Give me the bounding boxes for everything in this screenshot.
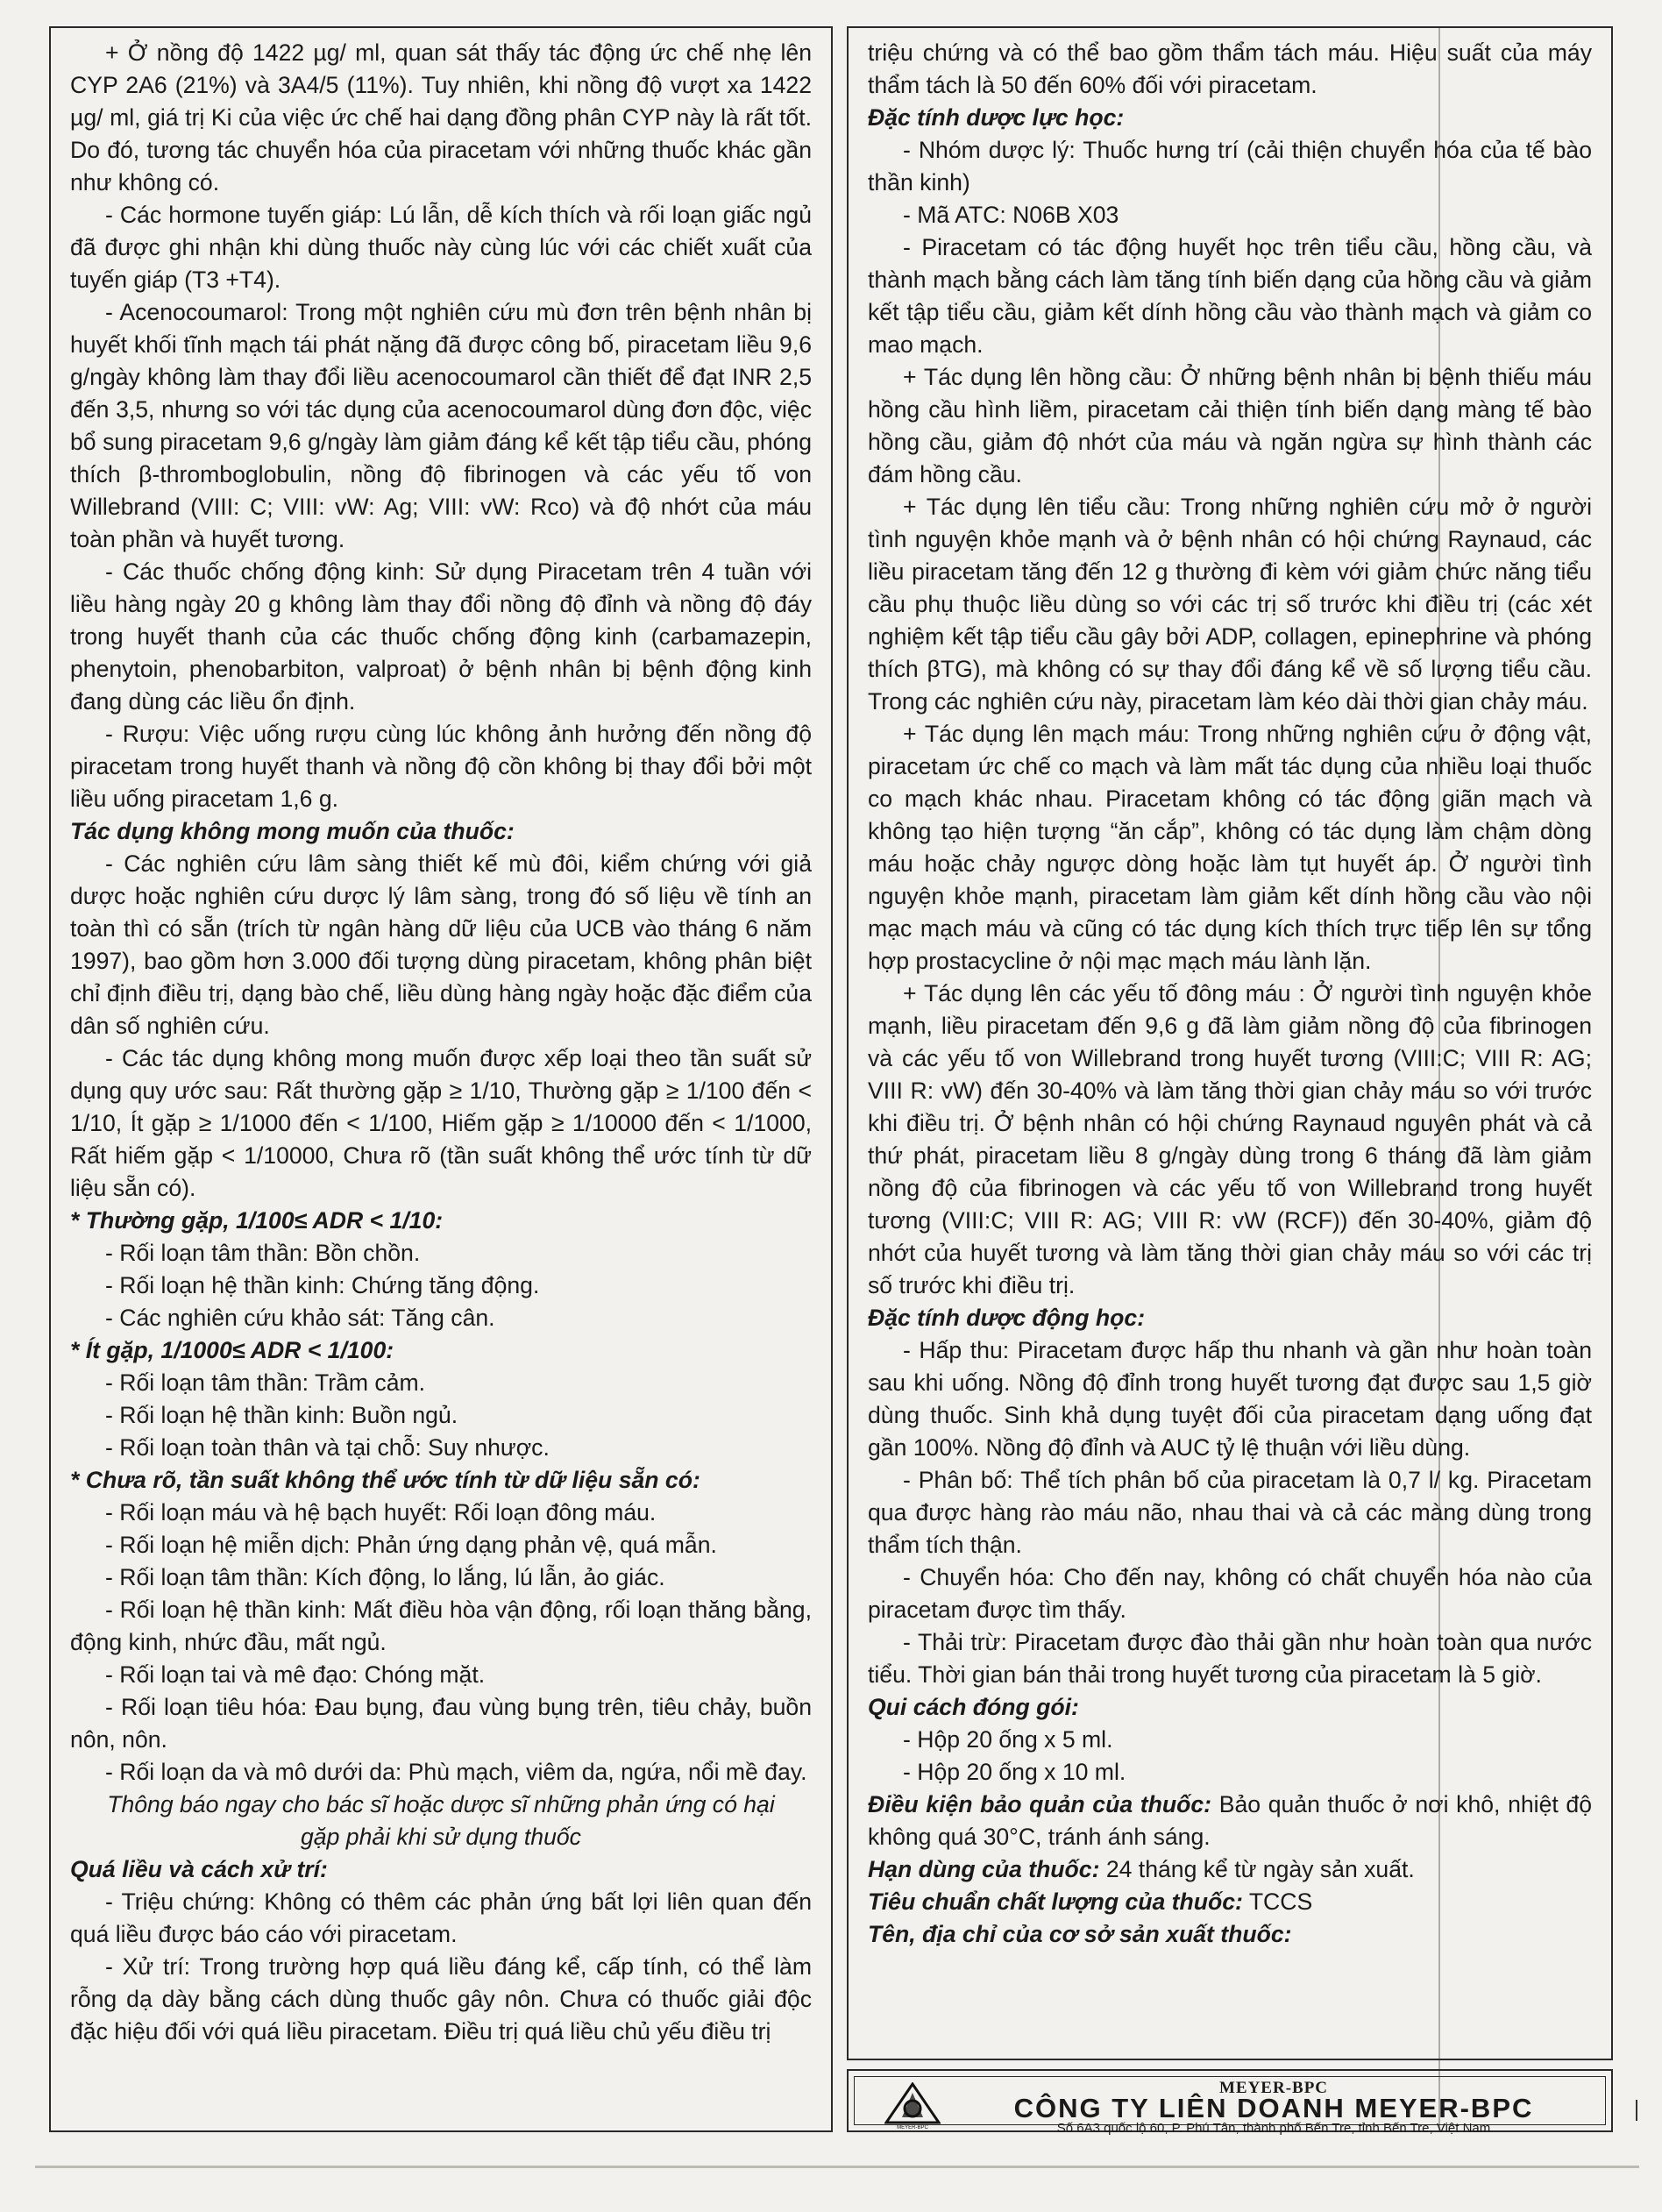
list-item: - Rối loạn da và mô dưới da: Phù mạch, viêm da, ngứa, nổi mề đay. [105, 1759, 807, 1785]
paragraph: + Tác dụng lên các yếu tố đông máu : Ở người tình nguyện khỏe mạnh, liều piracetam đến 9,6 g đã làm giảm nồng độ của fibrinogen và các yếu tố von Willebrand trong huyết tương (VIII:C; VIII R: AG; VIII R: vW) đến 30-40% và làm tăng thời gian chảy máu so với trước khi điều trị. Ở bệnh nhân có hội chứng Raynaud nguyên phát và cả thứ phát, piracetam liều 8 g/ngày dùng trong 6 tháng đã làm giảm nồng độ của fibrinogen và các yếu tố von Willebrand trong huyết tương (VIII:C; VIII R: AG; VIII R: vW (RCF)) đến 30-40%, giảm độ nhớt của huyết tương và làm tăng thời gian chảy máu so với các trị số trước khi điều trị. [868, 980, 1592, 1298]
logo-caption: MEYER-BPC [897, 2125, 928, 2130]
paragraph: - Chuyển hóa: Cho đến nay, không có chất chuyển hóa nào của piracetam được tìm thấy. [868, 1564, 1592, 1623]
page-bottom-edge [35, 2166, 1639, 2168]
expiry-line [868, 1853, 1592, 1886]
list-item: - Hộp 20 ống x 10 ml. [903, 1759, 1126, 1785]
expiry-text: 24 tháng kể từ ngày sản xuất. [1099, 1856, 1415, 1882]
subheading-uncommon: * Ít gặp, 1/1000≤ ADR < 1/100: [70, 1337, 394, 1363]
list-item: - Hộp 20 ống x 5 ml. [903, 1726, 1113, 1753]
list-item: - Rối loạn tai và mê đạo: Chóng mặt. [105, 1661, 486, 1688]
section-heading-pharmacodynamics: Đặc tính dược lực học: [868, 104, 1125, 131]
left-column [49, 26, 833, 2132]
notice-text: Thông báo ngay cho bác sĩ hoặc dược sĩ những phản ứng có hại gặp phải khi sử dụng thuốc [107, 1791, 775, 1850]
expiry-heading: Hạn dùng của thuốc: [868, 1856, 1100, 1882]
storage-text: Bảo quản thuốc ở nơi khô, nhiệt độ không quá 30°C, tránh ánh sáng. [868, 1791, 1593, 1850]
list-item: - Rối loạn máu và hệ bạch huyết: Rối loạn đông máu. [105, 1499, 657, 1526]
paragraph: - Piracetam có tác động huyết học trên tiểu cầu, hồng cầu, và thành mạch bằng cách làm tăng tính biến dạng của hồng cầu và giảm kết tập tiểu cầu, giảm kết dính hồng cầu vào thành mạch và giảm co mao mạch. [868, 234, 1592, 358]
paragraph: - Các nghiên cứu lâm sàng thiết kế mù đôi, kiểm chứng với giả dược hoặc nghiên cứu dược lý lâm sàng, trong đó số liệu về tính an toàn thì có sẵn (trích từ ngân hàng dữ liệu của UCB vào tháng 6 năm 1997), bao gồm hơn 3.000 đối tượng dùng piracetam, không phân biệt chỉ định điều trị, dạng bào chế, liều dùng hàng ngày hoặc đặc điểm của dân số nghiên cứu. [70, 850, 812, 1039]
standard-text: TCCS [1242, 1888, 1313, 1915]
manufacturer-box [847, 2069, 1613, 2136]
list-item: - Rối loạn tâm thần: Kích động, lo lắng, lú lẫn, ảo giác. [105, 1564, 665, 1590]
section-heading-pharmacokinetics: Đặc tính dược động học: [868, 1305, 1146, 1331]
paragraph: + Tác dụng lên tiểu cầu: Trong những nghiên cứu mở ở người tình nguyện khỏe mạnh và ở bệnh nhân có hội chứng Raynaud, các liều piracetam tăng đến 12 g thường đi kèm với giảm chức năng tiểu cầu phụ thuộc liều dùng so với các trị số trước khi điều trị (các xét nghiệm kết tập tiểu cầu gây bởi ADP, collagen, epinephrine và phóng thích βTG), mà không có sự thay đổi đáng kể về số lượng tiểu cầu. Trong các nghiên cứu này, piracetam làm kéo dài thời gian chảy máu. [868, 494, 1592, 715]
paragraph: - Triệu chứng: Không có thêm các phản ứng bất lợi liên quan đến quá liều được báo cáo với piracetam. [70, 1888, 812, 1947]
edge-mark [1636, 2100, 1637, 2121]
section-heading-packaging: Qui cách đóng gói: [868, 1694, 1079, 1720]
paragraph: + Tác dụng lên mạch máu: Trong những nghiên cứu ở động vật, piracetam ức chế co mạch và làm mất tác dụng của nhiều loại thuốc co mạch khác nhau. Piracetam không có tác động giãn mạch và không tạo hiện tượng “ăn cắp”, không có tác dụng làm chậm dòng máu hoặc chảy ngược dòng hoặc làm tụt huyết áp. Ở người tình nguyện khỏe mạnh, piracetam làm giảm kết dính hồng cầu vào nội mạc mạch máu và cũng có tác dụng kích thích trực tiếp lên sự tổng hợp prostacycline ở nội mạc mạch máu lành lặn. [868, 721, 1592, 974]
section-heading-overdose: Quá liều và cách xử trí: [70, 1856, 328, 1882]
company-address: Số 6A3 quốc lộ 60, P. Phú Tân, thành phố Bến Tre, tỉnh Bến Tre, Việt Nam [1056, 2121, 1491, 2136]
paragraph: + Ở nồng độ 1422 µg/ ml, quan sát thấy tác động ức chế nhẹ lên CYP 2A6 (21%) và 3A4/5 (11%). Tuy nhiên, khi nồng độ vượt xa 1422 µg/ ml, giá trị Ki của việc ức chế hai dạng đồng phân CYP này là rất tốt. Do đó, tương tác chuyển hóa của piracetam với những thuốc khác gần như không có. [70, 39, 812, 196]
paragraph: - Hấp thu: Piracetam được hấp thu nhanh và gần như hoàn toàn sau khi uống. Nồng độ đỉnh trong huyết tương đạt được sau 1,5 giờ dùng thuốc. Sinh khả dụng tuyệt đối của piracetam dạng uống đạt gần 100%. Nồng độ đỉnh và AUC tỷ lệ thuận với liều dùng. [868, 1337, 1592, 1461]
paragraph: - Các hormone tuyến giáp: Lú lẫn, dễ kích thích và rối loạn giấc ngủ đã được ghi nhận khi dùng thuốc này cùng lúc với các chiết xuất của tuyến giáp (T3 +T4). [70, 202, 812, 293]
list-item: - Rối loạn toàn thân và tại chỗ: Suy nhược. [105, 1434, 550, 1461]
company-logo-icon [884, 2082, 941, 2130]
paragraph: - Các tác dụng không mong muốn được xếp loại theo tần suất sử dụng quy ước sau: Rất thường gặp ≥ 1/10, Thường gặp ≥ 1/100 đến < 1/10, Ít gặp ≥ 1/1000 đến < 1/100, Hiếm gặp ≥ 1/10000 đến < 1/1000, Rất hiếm gặp < 1/10000, Chưa rõ (tần suất không thể ước tính từ dữ liệu sẵn có). [70, 1045, 812, 1201]
paragraph: - Phân bố: Thể tích phân bố của piracetam là 0,7 l/ kg. Piracetam qua được hàng rào máu não, nhau thai và cả các màng dùng trong thẩm tích thận. [868, 1467, 1592, 1558]
paragraph: - Thải trừ: Piracetam được đào thải gần như hoàn toàn qua nước tiểu. Thời gian bán thải trong huyết tương của piracetam là 5 giờ. [868, 1629, 1592, 1688]
paragraph: - Nhóm dược lý: Thuốc hưng trí (cải thiện chuyển hóa của tế bào thần kinh) [868, 137, 1592, 196]
list-item: - Rối loạn hệ thần kinh: Mất điều hòa vận động, rối loạn thăng bằng, động kinh, nhức đầu, mất ngủ. [70, 1597, 812, 1655]
list-item: - Rối loạn hệ miễn dịch: Phản ứng dạng phản vệ, quá mẫn. [105, 1532, 717, 1558]
paragraph: + Tác dụng lên hồng cầu: Ở những bệnh nhân bị bệnh thiếu máu hồng cầu hình liềm, piracetam cải thiện tính biến dạng màng tế bào hồng cầu, giảm độ nhớt của máu và ngăn ngừa sự hình thành các đám hồng cầu. [868, 364, 1592, 487]
list-item: - Rối loạn tiêu hóa: Đau bụng, đau vùng bụng trên, tiêu chảy, buồn nôn, nôn. [70, 1694, 812, 1753]
paragraph: - Mã ATC: N06B X03 [903, 202, 1119, 228]
list-item: - Các nghiên cứu khảo sát: Tăng cân. [105, 1305, 495, 1331]
company-name: CÔNG TY LIÊN DOANH MEYER-BPC [1013, 2093, 1534, 2123]
subheading-common: * Thường gặp, 1/100≤ ADR < 1/10: [70, 1207, 444, 1234]
paragraph: - Acenocoumarol: Trong một nghiên cứu mù đơn trên bệnh nhân bị huyết khối tĩnh mạch tái phát nặng đã được công bố, piracetam liều 9,6 g/ngày không làm thay đổi liều acenocoumarol cần thiết để đạt INR 2,5 đến 3,5, nhưng so với tác dụng của acenocoumarol dùng đơn độc, việc bổ sung piracetam 9,6 g/ngày làm giảm đáng kể kết tập tiểu cầu, phóng thích β-thromboglobulin, nồng độ fibrinogen và các yếu tố von Willebrand (VIII: C; VIII: vW: Ag; VIII: vW: Rco) và độ nhớt của máu toàn phần và huyết tương. [70, 299, 812, 552]
standard-line [868, 1886, 1592, 1918]
paragraph: - Rượu: Việc uống rượu cùng lúc không ảnh hưởng đến nồng độ piracetam trong huyết thanh và nồng độ cồn không bị thay đổi bởi một liều uống piracetam 1,6 g. [70, 721, 812, 812]
list-item: - Rối loạn tâm thần: Bồn chồn. [105, 1240, 421, 1266]
storage-heading: Điều kiện bảo quản của thuốc: [868, 1791, 1212, 1817]
standard-heading: Tiêu chuẩn chất lượng của thuốc: [868, 1888, 1243, 1915]
list-item: - Rối loạn tâm thần: Trầm cảm. [105, 1369, 426, 1396]
storage-line [868, 1789, 1592, 1853]
paragraph: - Xử trí: Trong trường hợp quá liều đáng kể, cấp tính, có thể làm rỗng dạ dày bằng cách dùng thuốc gây nôn. Chưa có thuốc giải độc đặc hiệu đối với quá liều piracetam. Điều trị quá liều chủ yếu điều trị [70, 1953, 812, 2045]
right-column [847, 26, 1613, 2060]
subheading-unknown: * Chưa rõ, tần suất không thể ước tính từ dữ liệu sẵn có: [70, 1467, 700, 1493]
manufacturer-heading: Tên, địa chỉ của cơ sở sản xuất thuốc: [868, 1921, 1292, 1947]
list-item: - Rối loạn hệ thần kinh: Chứng tăng động. [105, 1272, 540, 1298]
section-heading-side-effects: Tác dụng không mong muốn của thuốc: [70, 818, 515, 844]
list-item: - Rối loạn hệ thần kinh: Buồn ngủ. [105, 1402, 458, 1428]
brand-name: MEYER-BPC [1218, 2079, 1329, 2097]
paragraph: triệu chứng và có thể bao gồm thẩm tách máu. Hiệu suất của máy thẩm tách là 50 đến 60% đối với piracetam. [868, 39, 1592, 98]
manufacturer-box-inner [854, 2076, 1606, 2136]
paragraph: - Các thuốc chống động kinh: Sử dụng Piracetam trên 4 tuần với liều hàng ngày 20 g không làm thay đổi nồng độ đỉnh và nồng độ đáy trong huyết thanh của các thuốc chống động kinh (carbamazepin, phenytoin, phenobarbiton, valproat) ở bệnh nhân bị bệnh động kinh đang dùng các liều ổn định. [70, 558, 812, 715]
logo-graphic [884, 2082, 941, 2130]
